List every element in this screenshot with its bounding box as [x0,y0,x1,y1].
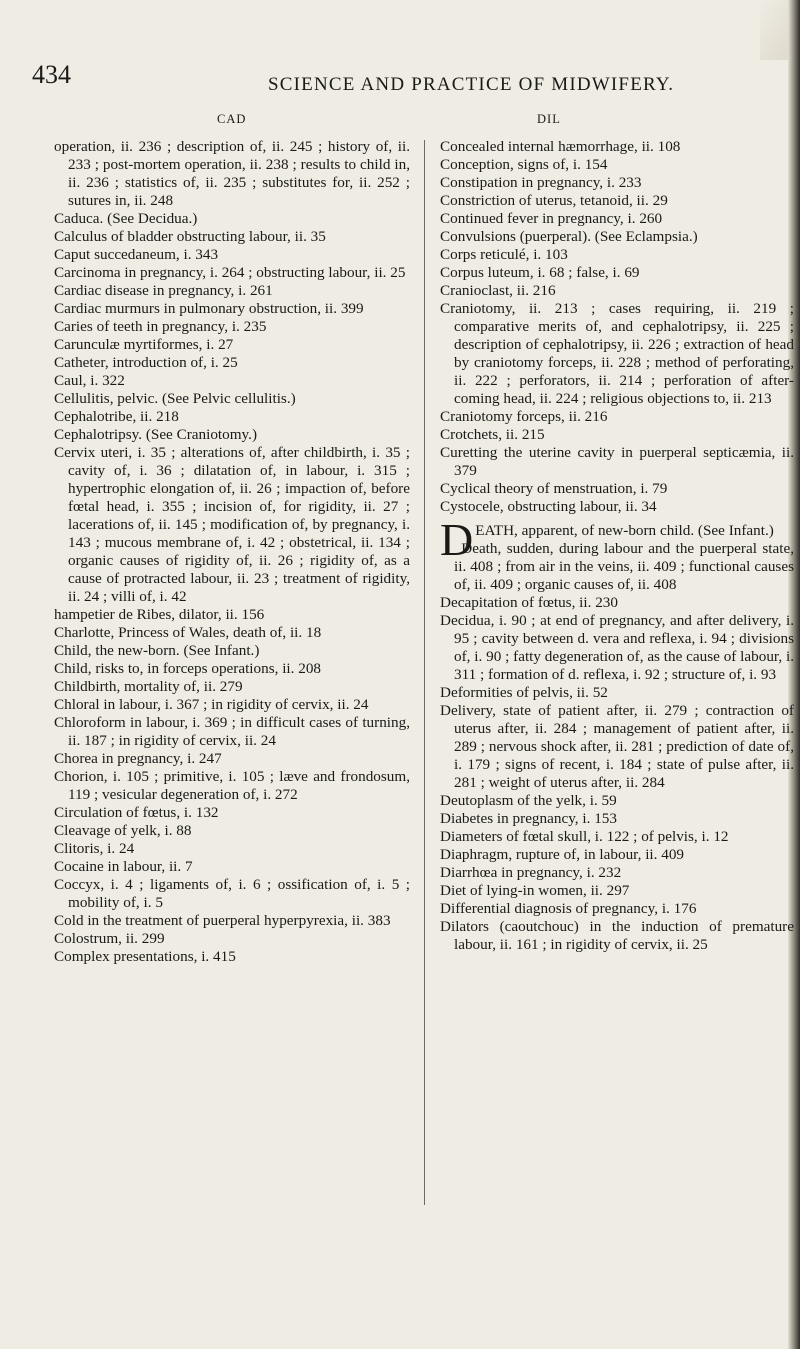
index-entry: Diameters of fœtal skull, i. 122 ; of pelvis, i. 12 [440,828,729,845]
index-entry: Craniotomy, ii. 213 ; cases requiring, ii. 219 ; comparative merits of, and cephalotripsy, ii. 225 ; description of cephalotripsy, ii. 226 ; extraction of head by craniotomy forceps, ii. 228 ; method of perforating, ii. 222 ; perforators, ii. 214 ; perforation of after-coming head, ii. 224 ; religious objections to, ii. 213 [440,300,794,407]
index-entry: Child, risks to, in forceps operations, ii. 208 [54,660,322,677]
index-entry: Carcinoma in pregnancy, i. 264 ; obstructing labour, ii. 25 [54,264,406,281]
page-number: 434 [32,60,71,89]
index-entry: Cold in the treatment of puerperal hyperpyrexia, ii. 383 [54,912,391,929]
index-entry: Cocaine in labour, ii. 7 [54,858,193,875]
right-index-column [440,138,794,954]
index-entry: Calculus of bladder obstructing labour, ii. 35 [54,228,326,245]
index-entry: Crotchets, ii. 215 [440,426,545,443]
index-entry: Circulation of fœtus, i. 132 [54,804,219,821]
index-entry: Caput succedaneum, i. 343 [54,246,219,263]
index-entry: Cephalotripsy. (See Craniotomy.) [54,426,258,443]
index-entry: Caul, i. 322 [54,372,125,389]
index-entry: Convulsions (puerperal). (See Eclampsia.) [440,228,698,245]
index-entry: Diaphragm, rupture of, in labour, ii. 409 [440,846,685,863]
index-entry: Charlotte, Princess of Wales, death of, ii. 18 [54,624,322,641]
index-entry: Cystocele, obstructing labour, ii. 34 [440,498,657,515]
index-entry: Conception, signs of, i. 154 [440,156,608,173]
index-entry: Curetting the uterine cavity in puerperal septicæmia, ii. 379 [440,444,794,479]
left-index-column [54,138,410,966]
index-entry: Catheter, introduction of, i. 25 [54,354,238,371]
index-entry: Complex presentations, i. 415 [54,948,236,965]
index-entry: Cervix uteri, i. 35 ; alterations of, after childbirth, i. 35 ; cavity of, i. 36 ; dilatation of, in labour, i. 315 ; hypertrophic elongation of, ii. 26 ; impaction of, before fœtal head, i. 355 ; incision of, for rigidity, ii. 27 ; lacerations of, ii. 145 ; modification of, by pregnancy, i. 143 ; mucous membrane of, i. 42 ; obstetrical, ii. 134 ; organic causes of rigidity of, ii. 26 ; rigidity of, as a cause of protracted labour, ii. 23 ; treatment of rigidity, ii. 24 ; villi of, i. 42 [54,444,410,605]
index-entry: Cyclical theory of menstruation, i. 79 [440,480,668,497]
index-entry: Chloral in labour, i. 367 ; in rigidity of cervix, ii. 24 [54,696,369,713]
index-entry: Cephalotribe, ii. 218 [54,408,179,425]
index-entry: Constriction of uterus, tetanoid, ii. 29 [440,192,668,209]
index-entry-dropcap [440,514,794,565]
index-entry: Corpus luteum, i. 68 ; false, i. 69 [440,264,640,281]
index-entry: Deutoplasm of the yelk, i. 59 [440,792,617,809]
index-entry: Carunculæ myrtiformes, i. 27 [54,336,234,353]
index-entry: Dilators (caoutchouc) in the induction of premature labour, ii. 161 ; in rigidity of cervix, ii. 25 [440,918,794,953]
index-entry: Constipation in pregnancy, i. 233 [440,174,642,191]
index-entry: Child, the new-born. (See Infant.) [54,642,260,659]
index-entry: Cardiac murmurs in pulmonary obstruction, ii. 399 [54,300,364,317]
index-entry: Caries of teeth in pregnancy, i. 235 [54,318,267,335]
index-entry: Decapitation of fœtus, ii. 230 [440,594,618,611]
left-column-head: CAD [217,112,247,126]
index-entry: Chorea in pregnancy, i. 247 [54,750,222,767]
dropcap-letter: D [440,514,474,565]
index-entry: Chorion, i. 105 ; primitive, i. 105 ; læve and frondosum, 119 ; vesicular degeneration of, i. 272 [54,768,410,803]
index-entry: Death, sudden, during labour and the puerperal state, ii. 408 ; from air in the veins, ii. 409 ; functional causes of, ii. 409 ; organic causes of, ii. 408 [454,540,794,593]
index-entry: Differential diagnosis of pregnancy, i. 176 [440,900,697,917]
index-entry: Diet of lying-in women, ii. 297 [440,882,630,899]
dropcap-entry-text: EATH, apparent, of new-born child. (See Infant.) [475,522,774,539]
right-column-head: DIL [537,112,561,126]
index-entry: Concealed internal hæmorrhage, ii. 108 [440,138,681,155]
index-entry: Coccyx, i. 4 ; ligaments of, i. 6 ; ossification of, i. 5 ; mobility of, i. 5 [54,876,410,911]
index-entry: Deformities of pelvis, ii. 52 [440,684,608,701]
index-entry: hampetier de Ribes, dilator, ii. 156 [54,606,265,623]
index-entry: Cellulitis, pelvic. (See Pelvic cellulitis.) [54,390,296,407]
index-entry: Diarrhœa in pregnancy, i. 232 [440,864,622,881]
index-entry: Decidua, i. 90 ; at end of pregnancy, and after delivery, i. 95 ; cavity between d. vera and reflexa, i. 94 ; divisions of, i. 90 ; fatty degeneration of, as the cause of labour, i. 311 ; formation of d. reflexa, i. 92 ; structure of, i. 93 [440,612,794,683]
index-entry: Caduca. (See Decidua.) [54,210,198,227]
index-entry: Cranioclast, ii. 216 [440,282,556,299]
index-entry: Diabetes in pregnancy, i. 153 [440,810,617,827]
index-entry: Chloroform in labour, i. 369 ; in difficult cases of turning, ii. 187 ; in rigidity of cervix, ii. 24 [54,714,410,749]
index-entry: Cleavage of yelk, i. 88 [54,822,192,839]
column-divider [424,140,425,1205]
index-entry: Craniotomy forceps, ii. 216 [440,408,608,425]
index-entry: Cardiac disease in pregnancy, i. 261 [54,282,273,299]
running-head: SCIENCE AND PRACTICE OF MIDWIFERY. [268,74,675,95]
index-entry: Corps reticulé, i. 103 [440,246,568,263]
index-entry: Delivery, state of patient after, ii. 279 ; contraction of uterus after, ii. 284 ; management of patient after, ii. 289 ; nervous shock after, ii. 281 ; prediction of date of, i. 179 ; signs of recent, i. 184 ; state of pulse after, ii. 281 ; weight of uterus after, ii. 284 [440,702,794,791]
index-entry: Colostrum, ii. 299 [54,930,165,947]
index-entry: Continued fever in pregnancy, i. 260 [440,210,663,227]
index-entry: Childbirth, mortality of, ii. 279 [54,678,243,695]
index-entry: operation, ii. 236 ; description of, ii. 245 ; history of, ii. 233 ; post-mortem operation, ii. 238 ; results to child in, ii. 236 ; statistics of, ii. 235 ; substitutes for, ii. 252 ; sutures in, ii. 248 [54,138,410,209]
index-entry: Clitoris, i. 24 [54,840,135,857]
